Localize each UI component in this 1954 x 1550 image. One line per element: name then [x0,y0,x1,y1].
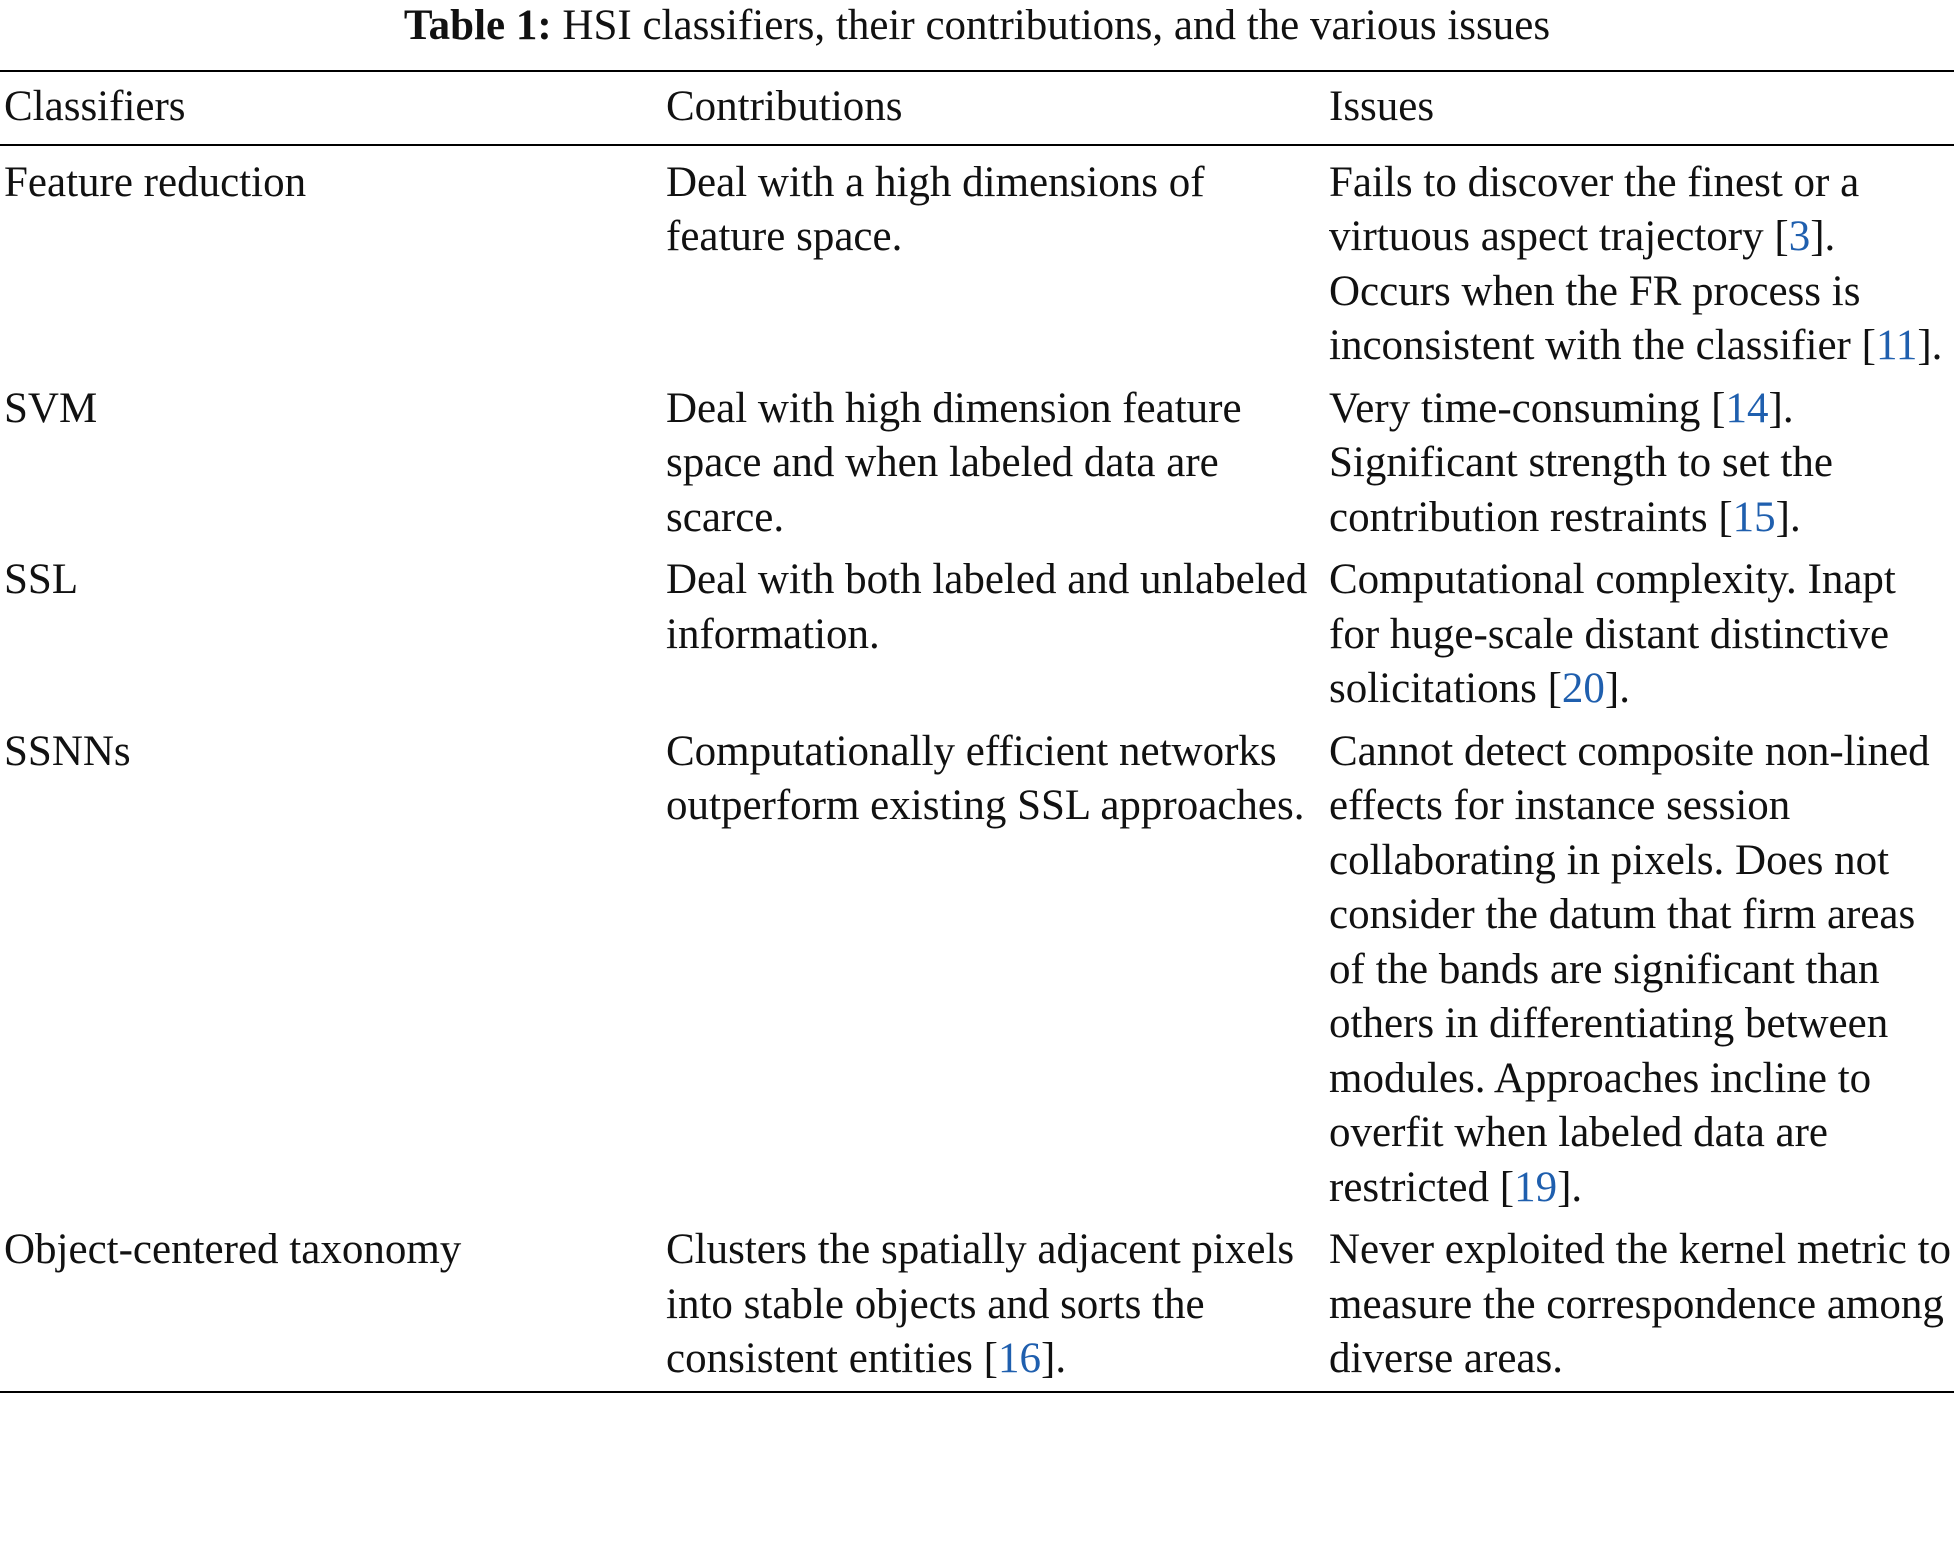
issue-text: Significant strength to set the contribution restraints [1329,439,1833,541]
table-header [0,71,1954,145]
issue-punct: . [1824,213,1836,260]
caption-text: HSI classifiers, their contributions, and the various issues [562,2,1551,49]
contribution-text: Clusters the spatially adjacent pixels into stable objects and sorts the consistent entities [666,1226,1295,1382]
issue-text: Never exploited the kernel metric to measure the correspondence among diverse areas. [1329,1226,1952,1382]
classifier-cell: SSL [4,556,79,603]
citation-link[interactable]: 20 [1561,665,1605,712]
table-row [0,1215,1954,1392]
header-issues: Issues [1329,83,1435,130]
citation-link[interactable]: 16 [998,1335,1041,1382]
classifier-cell: Feature reduction [4,158,307,206]
issue-punct: . [1571,1163,1583,1211]
issue-punct: . [1619,665,1630,712]
caption-label: Table 1: [403,2,552,49]
issues-cell: Computational complexity. Inapt for huge-scale distant distinctive solicitations [20]. [1329,556,1896,712]
issue-text: Occurs when the FR process is inconsistent with the classifier [1329,267,1862,369]
issues-cell: Cannot detect composite non-lined effects for instance session collaborating in pixels. Does not consider the datum that firm areas of the bands are significant than others in differentiating between modules. Approaches incline to overfit when labeled data are restricted [19]. [1329,727,1930,1211]
issue-text: Fails to discover the finest or a virtuous aspect trajectory [1329,158,1860,260]
citation-link[interactable]: 19 [1514,1163,1558,1211]
contribution-cell: Computationally efficient networks outperform existing SSL approaches. [666,727,1305,829]
issue-text: Cannot detect composite non-lined effects for instance session collaborating in pixels. [1329,727,1930,884]
issue-text: Very time-consuming [1329,384,1712,432]
table-row [0,717,1954,1216]
issue-text: Inapt for huge-scale distant distinctive solicitations [1329,556,1896,712]
table-row [0,374,1954,546]
table-body [0,145,1954,1392]
issues-cell: Fails to discover the finest or a virtuous aspect trajectory [3]. Occurs when the FR process is inconsistent with the classifier [11]. [1329,158,1943,369]
citation-link[interactable]: 14 [1725,384,1769,432]
contribution-cell: Deal with high dimension feature space and when labeled data are scarce. [666,384,1242,541]
header-classifiers: Classifiers [4,83,186,130]
classifier-table [0,70,1954,1393]
issue-punct: . [1789,493,1801,541]
table-row [0,545,1954,717]
contribution-punct: . [1055,1335,1067,1382]
classifier-cell: SVM [4,384,98,432]
contribution-cell: Deal with both labeled and unlabeled information. [666,556,1308,658]
classifier-cell: Object-centered taxonomy [4,1226,462,1273]
contribution-cell: Deal with a high dimensions of feature space. [666,158,1205,260]
issue-punct: . [1782,384,1794,432]
table-container [0,70,1954,1393]
header-row [0,71,1954,145]
issues-cell: Very time-consuming [14]. Significant strength to set the contribution restraints [15]. [1329,384,1833,541]
contribution-cell: Clusters the spatially adjacent pixels into stable objects and sorts the consistent entities [16]. [666,1226,1295,1382]
issues-cell [1325,1215,1954,1392]
table-caption [0,0,1954,52]
header-contributions: Contributions [666,83,903,130]
citation-link[interactable]: 15 [1732,493,1776,541]
issue-text: Computational complexity. [1329,556,1797,603]
issue-punct: . [1931,322,1943,369]
classifier-cell: SSNNs [4,727,131,775]
citation-link[interactable]: 11 [1875,322,1918,369]
table-row [0,145,1954,374]
citation-link[interactable]: 3 [1788,213,1811,260]
issue-text: Does not consider the datum that firm areas of the bands are significant than others in differentiating between modules. Approaches incline to overfit when labeled data are restricted [1329,836,1916,1211]
